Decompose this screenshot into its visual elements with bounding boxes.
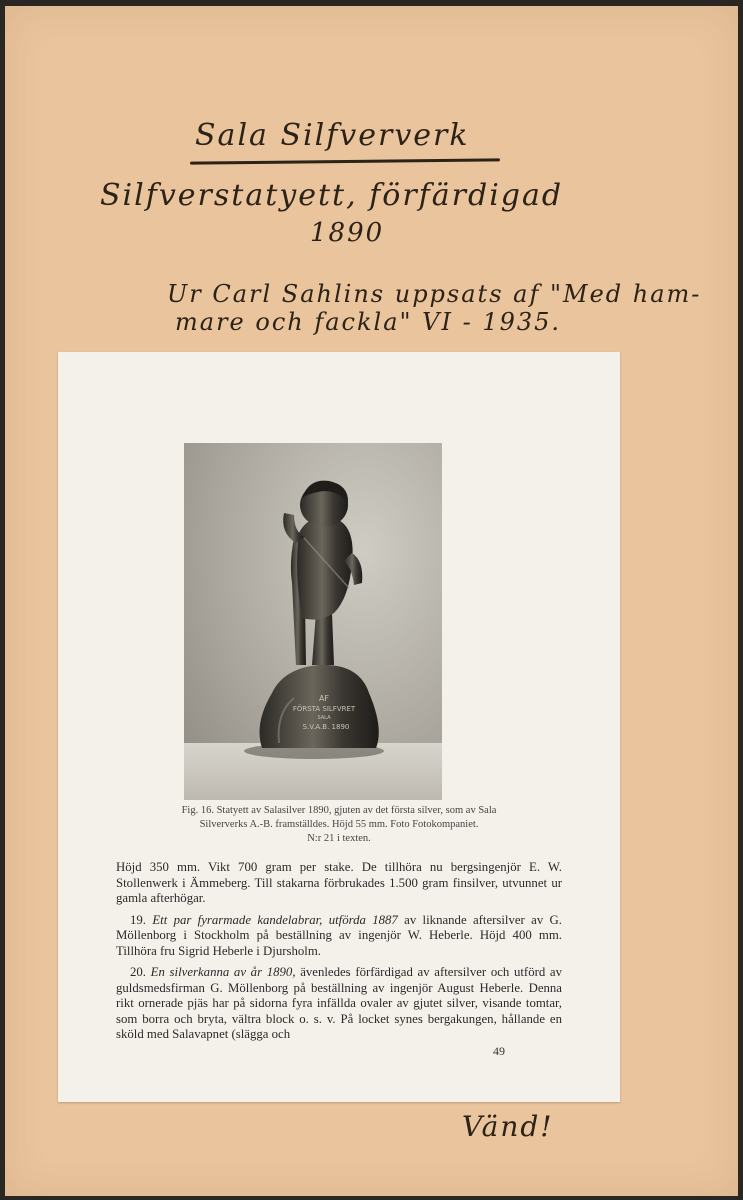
book-page-clipping [58,352,620,1102]
paragraph-19-italic: Ett par fyrarmade kandelabrar, utförda 1887 [152,912,398,927]
inscription-line1: AF [318,694,330,703]
paragraph-19-number: 19. [130,912,153,927]
paragraph-19-text: av liknande aftersilver av G. Möllenborg i Stockholm på beställning av ingenjör W. Heberle. Höjd 400 mm. Tillhöra fru Sigrid Heberle i Djursholm. [116,912,562,958]
caption-line3: N:r 21 i texten. [307,833,371,844]
inscription-line3: SALA [317,715,331,721]
inscription-line2: FÖRSTA SILFVRET [292,705,356,713]
statuette-photo [184,443,442,800]
caption-line2: Silververks A.-B. framställdes. Höjd 55 mm. Foto Fotokompaniet. [199,819,479,830]
handwritten-source-note-line2: mare och fackla" VI - 1935. [175,308,562,336]
handwritten-source-note-line1: Ur Carl Sahlins uppsats af "Med ham- [167,280,702,308]
statuette-illustration [184,443,442,800]
body-text [116,860,562,1049]
handwritten-turn-note: Vänd! [462,1110,554,1143]
paragraph-20-italic: En silverkanna av år 1890, [150,965,296,979]
paragraph-1: Höjd 350 mm. Vikt 700 gram per stake. De tillhöra nu bergsingenjör E. W. Stollenwerk i Ämmeberg. Till stakarna förbrukades 1.500 gram finsilver, utvunnet ur gamla afterhögar. [116,860,562,905]
handwritten-subtitle: Silfverstatyett, förfärdigad [100,178,564,213]
page-number: 49 [493,1044,505,1058]
figure-caption [58,804,620,846]
paragraph-20-number: 20. [130,965,151,979]
handwritten-title: Sala Silfververk [195,118,470,153]
inscription-line4: S.V.A.B. 1890 [302,723,350,731]
paragraph-19 [116,913,562,960]
title-underline [190,158,500,164]
paragraph-20 [116,965,562,1043]
paragraph-20-text: ävenledes förfärdigad av aftersilver och utförd av guldsmedsfirman G. Möllenborg på beställning av ingenjör August Heberle. Denna rikt ornerade pjäs har på sidorna fyra infällda ovaler av gjutet silver, visande tomtar, som borra och bryta, vältra block o. s. v. På locket synes bergakungen, hållande en sköld med Salavapnet (slägga och [116,965,562,1041]
handwritten-year: 1890 [310,218,385,248]
caption-line1: Fig. 16. Statyett av Salasilver 1890, gjuten av det första silver, som av Sala [181,805,497,816]
